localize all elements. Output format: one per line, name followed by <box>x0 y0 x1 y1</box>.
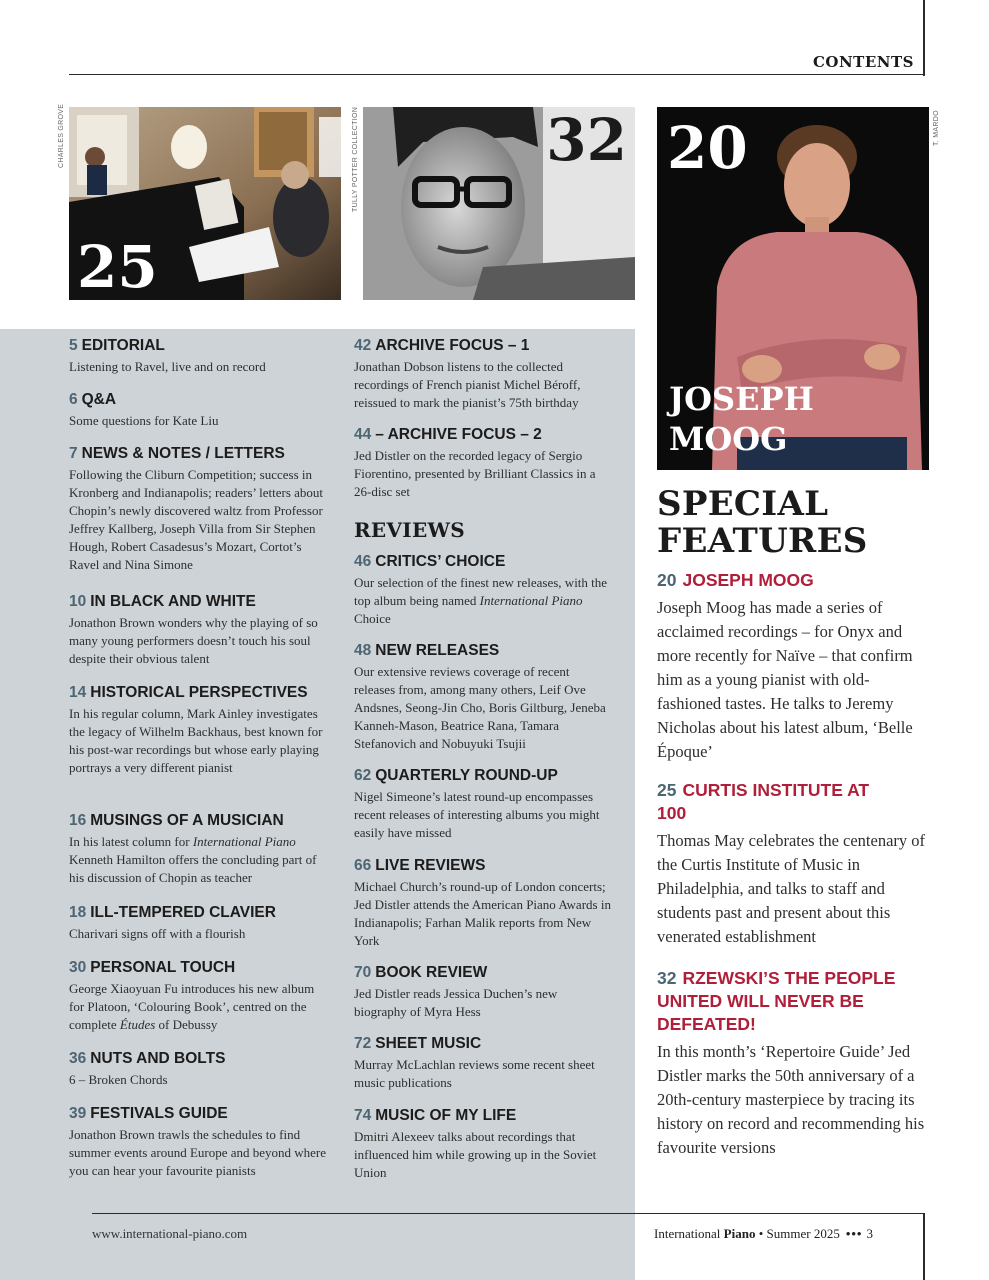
entry-description: 6 – Broken Chords <box>69 1072 168 1087</box>
feature-rzewski[interactable] <box>657 967 925 1160</box>
contents-entry-quarterly-round-up[interactable] <box>354 766 612 842</box>
description-italic: International Piano <box>479 593 583 608</box>
entry-title: BOOK REVIEW <box>375 964 488 981</box>
special-features-title <box>657 486 868 560</box>
description-text: Kenneth Hamilton offers the concluding part of his discussion of Chopin as teacher <box>69 852 317 885</box>
entry-title: QUARTERLY ROUND-UP <box>375 767 558 784</box>
contents-entry-nuts-and-bolts[interactable] <box>69 1049 331 1089</box>
page-number-32: 32 <box>546 107 627 174</box>
contents-entry-critics-choice[interactable] <box>354 552 612 628</box>
feature-title: RZEWSKI’S THE PEOPLE UNITED WILL NEVER BE DEFEATED! <box>657 968 896 1034</box>
contents-entry-in-black-and-white[interactable] <box>69 592 331 668</box>
entry-description: Jed Distler reads Jessica Duchen’s new biography of Myra Hess <box>354 986 558 1019</box>
entry-title: – ARCHIVE FOCUS – 2 <box>375 426 542 443</box>
entry-description: Following the Cliburn Competition; success in Kronberg and Indianapolis; readers’ letters about Chopin’s newly discovered waltz from Professor Jeffrey Kallberg, Joseph Villa from Sir Stephen Hough, Robert Casadesus’s Mozart, Cortot’s Ravel and Nina Simone <box>69 467 324 572</box>
entry-page-number: 46 <box>354 553 372 570</box>
page-number-20: 20 <box>667 114 748 182</box>
footer-magazine-name-bold: Piano <box>723 1226 756 1241</box>
footer-magazine-name-prefix: International <box>654 1226 724 1241</box>
entry-description: Jonathon Brown trawls the schedules to find summer events around Europe and beyond where you can hear your favourite pianists <box>69 1127 327 1178</box>
entry-title: NEW RELEASES <box>375 642 500 659</box>
entry-title: EDITORIAL <box>81 337 165 354</box>
entry-description: Jed Distler on the recorded legacy of Sergio Fiorentino, presented by Brilliant Classics in a 26-disc set <box>354 448 596 499</box>
entry-description: Nigel Simeone’s latest round-up encompasses recent releases of interesting albums you might easily have missed <box>354 789 600 840</box>
entry-title: FESTIVALS GUIDE <box>90 1105 228 1122</box>
page-number-25: 25 <box>77 233 158 300</box>
entry-description: Jonathan Dobson listens to the collected recordings of French pianist Michel Béroff, reissued to mark the pianist’s 75th birthday <box>354 359 581 410</box>
feature-page-number: 32 <box>657 968 677 988</box>
photo-piano-lesson <box>69 107 341 300</box>
description-text: Our selection of the finest new releases, with the top album being named <box>354 575 608 608</box>
reviews-section-title: REVIEWS <box>354 518 465 542</box>
photo-credit-32: TULLY POTTER COLLECTION <box>352 106 359 212</box>
entry-title: MUSINGS OF A MUSICIAN <box>90 812 284 829</box>
entry-page-number: 7 <box>69 445 78 462</box>
entry-description: Charivari signs off with a flourish <box>69 926 246 941</box>
feature-title: JOSEPH MOOG <box>682 570 814 590</box>
section-label: CONTENTS <box>812 53 914 71</box>
entry-description: Our extensive reviews coverage of recent releases from, among many others, Leif Ove Andsnes, Seong-Jin Cho, Boris Giltburg, Jeneba Kanneh-Mason, Beatrice Rana, Tamara Stefanovich and Nobuyuki Tsujii <box>354 664 606 751</box>
entry-title: Q&A <box>81 391 117 408</box>
description-italic: International Piano <box>192 834 296 849</box>
entry-title: CRITICS’ CHOICE <box>375 553 506 570</box>
entry-description: Listening to Ravel, live and on record <box>69 359 266 374</box>
entry-page-number: 18 <box>69 904 87 921</box>
contents-entry-personal-touch[interactable] <box>69 958 331 1034</box>
contents-entry-book-review[interactable] <box>354 963 612 1021</box>
contents-entry-musings-of-a-musician[interactable] <box>69 811 331 887</box>
description-text: George Xiaoyuan Fu introduces his new album for Platoon, ‘Colouring Book’, centred on the complete <box>69 981 315 1032</box>
feature-page-number: 25 <box>657 780 677 800</box>
contents-entry-sheet-music[interactable] <box>354 1034 612 1092</box>
entry-title: HISTORICAL PERSPECTIVES <box>90 684 308 701</box>
photo-credit-25: CHARLES GROVE <box>58 103 65 168</box>
description-italic: Études <box>119 1017 156 1032</box>
contents-entry-news-notes-letters[interactable] <box>69 444 331 574</box>
photo-rzewski-portrait <box>363 107 635 300</box>
entry-page-number: 6 <box>69 391 78 408</box>
entry-page-number: 48 <box>354 642 372 659</box>
entry-page-number: 70 <box>354 964 372 981</box>
entry-page-number: 10 <box>69 593 87 610</box>
contents-entry-new-releases[interactable] <box>354 641 612 753</box>
caption-line-1: JOSEPH <box>669 380 814 418</box>
entry-page-number: 5 <box>69 337 78 354</box>
contents-entry-editorial[interactable] <box>69 336 331 376</box>
special-title-line-1: SPECIAL <box>657 484 829 524</box>
footer-website-link[interactable]: www.international-piano.com <box>92 1226 248 1241</box>
footer-folio <box>654 1226 873 1242</box>
entry-page-number: 72 <box>354 1035 372 1052</box>
contents-entry-live-reviews[interactable] <box>354 856 612 950</box>
entry-description <box>69 980 331 1034</box>
entry-page-number: 62 <box>354 767 372 784</box>
entry-page-number: 74 <box>354 1107 372 1124</box>
footer-rule <box>92 1213 925 1214</box>
entry-page-number: 16 <box>69 812 87 829</box>
photo-credit-20: T. MARDO <box>933 110 940 146</box>
photo-joseph-moog <box>657 107 929 470</box>
entry-description <box>69 833 331 887</box>
entry-title: LIVE REVIEWS <box>375 857 486 874</box>
contents-entry-archive-focus-2[interactable] <box>354 425 612 501</box>
entry-description: In his regular column, Mark Ainley investigates the legacy of Wilhelm Backhaus, best known for his post-war recordings but whose early playing portrays a very different pianist <box>69 706 323 775</box>
feature-description: Thomas May celebrates the centenary of the Curtis Institute of Music in Philadelphia, and talks to staff and students past and present about this venerated establishment <box>657 831 926 946</box>
feature-curtis-institute[interactable] <box>657 779 926 949</box>
feature-page-number: 20 <box>657 570 677 590</box>
contents-entry-archive-focus-1[interactable] <box>354 336 612 412</box>
entry-page-number: 39 <box>69 1105 87 1122</box>
entry-page-number: 44 <box>354 426 372 443</box>
entry-page-number: 42 <box>354 337 372 354</box>
entry-title: NEWS & NOTES / LETTERS <box>81 445 285 462</box>
feature-description: In this month’s ‘Repertoire Guide’ Jed Distler marks the 50th anniversary of a 20th-century masterpiece by tracing its history on record and recommending his favourite versions <box>657 1042 925 1157</box>
entry-title: MUSIC OF MY LIFE <box>375 1107 517 1124</box>
entry-description: Some questions for Kate Liu <box>69 413 219 428</box>
contents-entry-qa[interactable] <box>69 390 331 430</box>
entry-title: IN BLACK AND WHITE <box>90 593 256 610</box>
caption-line-2: MOOG <box>669 420 788 458</box>
entry-description: Murray McLachlan reviews some recent sheet music publications <box>354 1057 595 1090</box>
footer-page-number: 3 <box>866 1226 873 1241</box>
feature-title: CURTIS INSTITUTE AT 100 <box>657 780 870 823</box>
entry-description: Jonathon Brown wonders why the playing of so many young performers doesn’t touch his soul despite their obvious talent <box>69 615 318 666</box>
entry-description <box>354 574 612 628</box>
feature-description: Joseph Moog has made a series of acclaimed recordings – for Onyx and more recently for Naïve – that confirm him as a young pianist with old-fashioned tastes. He talks to Jeremy Nicholas about his latest album, ‘Belle Époque’ <box>657 598 913 761</box>
contents-entry-ill-tempered-clavier[interactable] <box>69 903 331 943</box>
description-text: Choice <box>354 611 391 626</box>
entry-title: SHEET MUSIC <box>375 1035 482 1052</box>
entry-page-number: 36 <box>69 1050 87 1067</box>
entry-page-number: 14 <box>69 684 87 701</box>
description-text: In his latest column for <box>69 834 193 849</box>
footer-vertical-rule <box>923 1213 925 1280</box>
entry-title: NUTS AND BOLTS <box>90 1050 226 1067</box>
entry-title: ILL-TEMPERED CLAVIER <box>90 904 276 921</box>
entry-description: Dmitri Alexeev talks about recordings that influenced him while growing up in the Soviet Union <box>354 1129 597 1180</box>
top-right-vertical-rule <box>923 0 925 76</box>
entry-title: ARCHIVE FOCUS – 1 <box>375 337 530 354</box>
footer-issue: • Summer 2025 <box>755 1226 840 1241</box>
photo-caption-name <box>669 379 814 459</box>
contents-entry-music-of-my-life[interactable] <box>354 1106 612 1182</box>
contents-entry-historical-perspectives[interactable] <box>69 683 331 777</box>
entry-description: Michael Church’s round-up of London concerts; Jed Distler attends the American Piano Awards in Indianapolis; Farhan Malik reports from New York <box>354 879 611 948</box>
description-text: of Debussy <box>155 1017 218 1032</box>
entry-page-number: 66 <box>354 857 372 874</box>
entry-title: PERSONAL TOUCH <box>90 959 236 976</box>
contents-entry-festivals-guide[interactable] <box>69 1104 331 1180</box>
special-title-line-2: FEATURES <box>657 521 868 561</box>
entry-page-number: 30 <box>69 959 87 976</box>
header-rule <box>69 74 925 75</box>
footer-dots: ••• <box>845 1226 863 1241</box>
feature-joseph-moog[interactable] <box>657 569 925 764</box>
